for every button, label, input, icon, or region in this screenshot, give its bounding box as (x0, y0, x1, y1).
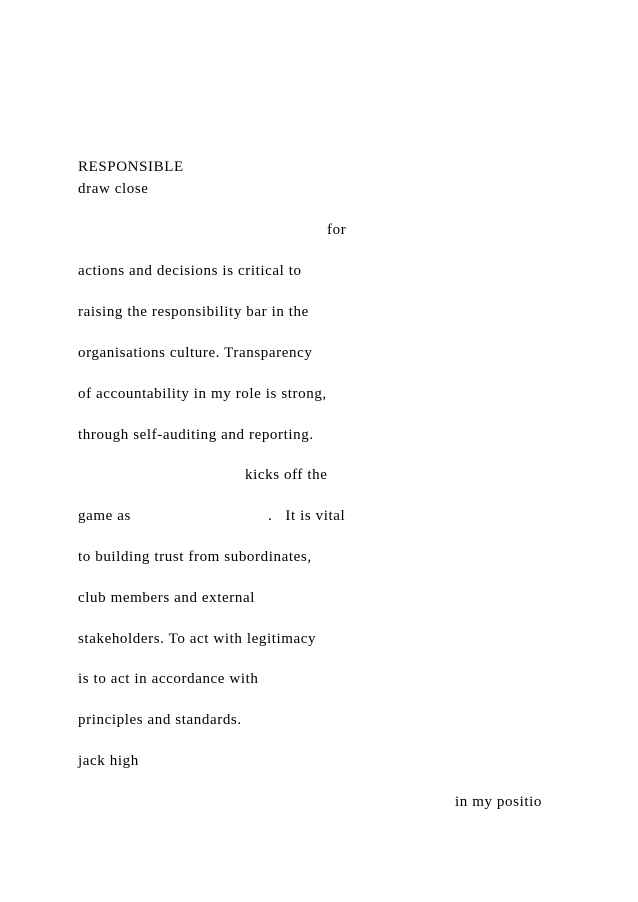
text-line: draw close (78, 181, 149, 197)
text-line: game as (78, 508, 131, 524)
heading-line: RESPONSIBLE (78, 159, 184, 175)
text-line: organisations culture. Transparency (78, 345, 313, 361)
text-line: for (327, 222, 347, 238)
text-line: raising the responsibility bar in the (78, 304, 309, 320)
text-line: club members and external (78, 590, 256, 606)
text-line: principles and standards. (78, 712, 242, 728)
text-line: . It is vital (268, 508, 346, 524)
text-line: to building trust from subordinates, (78, 549, 312, 565)
text-line: actions and decisions is critical to (78, 263, 302, 279)
text-line: jack high (78, 753, 139, 769)
text-line: of accountability in my role is strong, (78, 386, 327, 402)
text-line: stakeholders. To act with legitimacy (78, 631, 317, 647)
text-line: kicks off the (245, 467, 328, 483)
text-line: through self-auditing and reporting. (78, 427, 314, 443)
text-line: in my positio (455, 794, 542, 810)
text-line: is to act in accordance with (78, 671, 259, 687)
